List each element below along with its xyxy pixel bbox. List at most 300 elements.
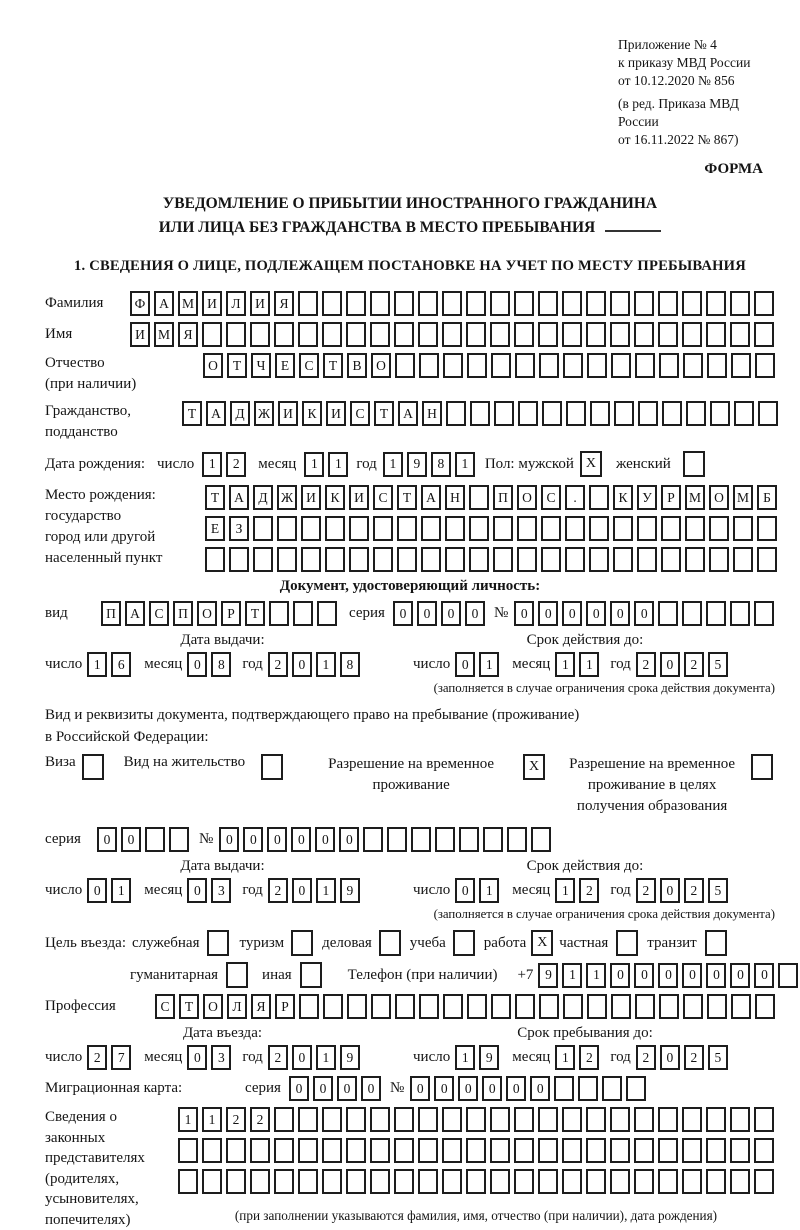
char-cell[interactable]: 0	[219, 827, 239, 852]
char-cell[interactable]	[661, 516, 681, 541]
char-cell[interactable]	[301, 547, 321, 572]
char-cell[interactable]: 0	[455, 652, 475, 677]
char-cell[interactable]	[539, 353, 559, 378]
char-cell[interactable]	[541, 516, 561, 541]
char-cell[interactable]	[346, 322, 366, 347]
char-cell[interactable]	[683, 994, 703, 1019]
char-cell[interactable]	[507, 827, 527, 852]
char-cell[interactable]	[250, 1138, 270, 1163]
char-cell[interactable]	[298, 1169, 318, 1194]
char-cell[interactable]: П	[101, 601, 121, 626]
char-cell[interactable]: 0	[634, 963, 654, 988]
char-cell[interactable]	[469, 485, 489, 510]
char-cell[interactable]: 1	[178, 1107, 198, 1132]
char-cell[interactable]	[661, 547, 681, 572]
char-cell[interactable]: И	[130, 322, 150, 347]
char-cell[interactable]	[349, 516, 369, 541]
visa-checkbox[interactable]	[82, 754, 104, 780]
char-cell[interactable]	[443, 994, 463, 1019]
char-cell[interactable]: 0	[465, 601, 485, 626]
char-cell[interactable]	[734, 401, 754, 426]
sex-female-checkbox[interactable]	[683, 451, 705, 477]
char-cell[interactable]	[493, 516, 513, 541]
char-cell[interactable]	[682, 1169, 702, 1194]
char-cell[interactable]: 9	[538, 963, 558, 988]
char-cell[interactable]	[514, 291, 534, 316]
char-cell[interactable]	[707, 353, 727, 378]
char-cell[interactable]	[178, 1138, 198, 1163]
char-cell[interactable]	[731, 353, 751, 378]
purpose-other-checkbox[interactable]	[300, 962, 322, 988]
char-cell[interactable]	[754, 322, 774, 347]
temp-residence-education-checkbox[interactable]	[751, 754, 773, 780]
char-cell[interactable]: 1	[316, 1045, 336, 1070]
char-cell[interactable]: 0	[417, 601, 437, 626]
char-cell[interactable]	[682, 291, 702, 316]
char-cell[interactable]	[250, 322, 270, 347]
char-cell[interactable]	[565, 516, 585, 541]
char-cell[interactable]	[515, 994, 535, 1019]
char-cell[interactable]	[466, 1138, 486, 1163]
char-cell[interactable]: 9	[407, 452, 427, 477]
char-cell[interactable]	[397, 516, 417, 541]
char-cell[interactable]	[349, 547, 369, 572]
char-cell[interactable]	[658, 1107, 678, 1132]
char-cell[interactable]	[685, 516, 705, 541]
char-cell[interactable]	[347, 994, 367, 1019]
char-cell[interactable]	[442, 1107, 462, 1132]
char-cell[interactable]: 1	[304, 452, 324, 477]
char-cell[interactable]	[418, 291, 438, 316]
char-cell[interactable]	[322, 322, 342, 347]
char-cell[interactable]: 0	[754, 963, 774, 988]
char-cell[interactable]	[562, 1138, 582, 1163]
char-cell[interactable]: О	[197, 601, 217, 626]
char-cell[interactable]: Р	[275, 994, 295, 1019]
char-cell[interactable]	[758, 401, 778, 426]
char-cell[interactable]	[226, 1169, 246, 1194]
char-cell[interactable]: 3	[211, 878, 231, 903]
char-cell[interactable]	[706, 322, 726, 347]
char-cell[interactable]: 0	[610, 601, 630, 626]
char-cell[interactable]	[421, 516, 441, 541]
char-cell[interactable]: К	[302, 401, 322, 426]
char-cell[interactable]	[658, 601, 678, 626]
char-cell[interactable]: Т	[245, 601, 265, 626]
char-cell[interactable]	[387, 827, 407, 852]
char-cell[interactable]	[298, 1107, 318, 1132]
char-cell[interactable]	[611, 353, 631, 378]
purpose-work-checkbox[interactable]: X	[531, 930, 553, 956]
char-cell[interactable]: 2	[87, 1045, 107, 1070]
char-cell[interactable]: 1	[562, 963, 582, 988]
char-cell[interactable]: Т	[323, 353, 343, 378]
char-cell[interactable]	[490, 1138, 510, 1163]
char-cell[interactable]	[466, 291, 486, 316]
char-cell[interactable]: 6	[111, 652, 131, 677]
char-cell[interactable]	[610, 1138, 630, 1163]
char-cell[interactable]: 0	[634, 601, 654, 626]
char-cell[interactable]	[658, 1138, 678, 1163]
char-cell[interactable]	[610, 291, 630, 316]
char-cell[interactable]: А	[398, 401, 418, 426]
char-cell[interactable]	[466, 1169, 486, 1194]
char-cell[interactable]: Т	[182, 401, 202, 426]
char-cell[interactable]	[538, 1138, 558, 1163]
char-cell[interactable]	[298, 1138, 318, 1163]
char-cell[interactable]	[610, 322, 630, 347]
char-cell[interactable]: О	[371, 353, 391, 378]
char-cell[interactable]	[518, 401, 538, 426]
char-cell[interactable]	[298, 291, 318, 316]
char-cell[interactable]	[442, 1169, 462, 1194]
char-cell[interactable]: Д	[253, 485, 273, 510]
char-cell[interactable]	[469, 516, 489, 541]
char-cell[interactable]: 2	[684, 652, 704, 677]
char-cell[interactable]: Н	[422, 401, 442, 426]
residence-permit-checkbox[interactable]	[261, 754, 283, 780]
char-cell[interactable]	[491, 353, 511, 378]
char-cell[interactable]	[370, 1138, 390, 1163]
char-cell[interactable]: С	[350, 401, 370, 426]
char-cell[interactable]: Т	[227, 353, 247, 378]
char-cell[interactable]	[730, 322, 750, 347]
char-cell[interactable]: 0	[289, 1076, 309, 1101]
char-cell[interactable]	[145, 827, 165, 852]
char-cell[interactable]: Т	[374, 401, 394, 426]
char-cell[interactable]	[442, 291, 462, 316]
char-cell[interactable]: 0	[538, 601, 558, 626]
char-cell[interactable]: 0	[187, 652, 207, 677]
char-cell[interactable]	[682, 1138, 702, 1163]
char-cell[interactable]	[418, 322, 438, 347]
char-cell[interactable]	[470, 401, 490, 426]
char-cell[interactable]	[587, 353, 607, 378]
char-cell[interactable]: Р	[661, 485, 681, 510]
char-cell[interactable]	[253, 516, 273, 541]
char-cell[interactable]	[490, 291, 510, 316]
char-cell[interactable]	[755, 994, 775, 1019]
char-cell[interactable]: Т	[397, 485, 417, 510]
char-cell[interactable]	[514, 1169, 534, 1194]
char-cell[interactable]	[226, 322, 246, 347]
char-cell[interactable]	[445, 516, 465, 541]
char-cell[interactable]: 0	[586, 601, 606, 626]
sex-male-checkbox[interactable]: X	[580, 451, 602, 477]
char-cell[interactable]: 1	[479, 878, 499, 903]
char-cell[interactable]: 1	[328, 452, 348, 477]
char-cell[interactable]: 0	[187, 1045, 207, 1070]
char-cell[interactable]	[274, 1138, 294, 1163]
char-cell[interactable]	[298, 322, 318, 347]
char-cell[interactable]	[578, 1076, 598, 1101]
char-cell[interactable]	[709, 516, 729, 541]
char-cell[interactable]	[626, 1076, 646, 1101]
char-cell[interactable]: Я	[178, 322, 198, 347]
char-cell[interactable]	[566, 401, 586, 426]
purpose-tourism-checkbox[interactable]	[291, 930, 313, 956]
char-cell[interactable]	[277, 547, 297, 572]
char-cell[interactable]	[178, 1169, 198, 1194]
char-cell[interactable]	[418, 1138, 438, 1163]
char-cell[interactable]	[706, 601, 726, 626]
char-cell[interactable]	[586, 291, 606, 316]
char-cell[interactable]: 2	[636, 1045, 656, 1070]
char-cell[interactable]: Т	[179, 994, 199, 1019]
char-cell[interactable]	[531, 827, 551, 852]
char-cell[interactable]: М	[685, 485, 705, 510]
char-cell[interactable]: 8	[211, 652, 231, 677]
char-cell[interactable]: 0	[292, 878, 312, 903]
char-cell[interactable]	[586, 1107, 606, 1132]
char-cell[interactable]: 0	[87, 878, 107, 903]
char-cell[interactable]: 0	[410, 1076, 430, 1101]
char-cell[interactable]: К	[325, 485, 345, 510]
char-cell[interactable]	[483, 827, 503, 852]
char-cell[interactable]: 0	[361, 1076, 381, 1101]
char-cell[interactable]	[411, 827, 431, 852]
char-cell[interactable]: 0	[434, 1076, 454, 1101]
char-cell[interactable]	[250, 1169, 270, 1194]
char-cell[interactable]	[662, 401, 682, 426]
char-cell[interactable]	[730, 601, 750, 626]
char-cell[interactable]	[418, 1107, 438, 1132]
char-cell[interactable]: 0	[482, 1076, 502, 1101]
char-cell[interactable]	[538, 1107, 558, 1132]
char-cell[interactable]	[637, 547, 657, 572]
char-cell[interactable]: 0	[514, 601, 534, 626]
char-cell[interactable]	[202, 1169, 222, 1194]
char-cell[interactable]	[370, 1169, 390, 1194]
char-cell[interactable]: 0	[706, 963, 726, 988]
char-cell[interactable]	[541, 547, 561, 572]
char-cell[interactable]	[466, 322, 486, 347]
char-cell[interactable]: 3	[211, 1045, 231, 1070]
char-cell[interactable]: 2	[268, 878, 288, 903]
char-cell[interactable]: С	[541, 485, 561, 510]
char-cell[interactable]: Я	[251, 994, 271, 1019]
char-cell[interactable]	[394, 1138, 414, 1163]
char-cell[interactable]: 1	[455, 452, 475, 477]
char-cell[interactable]	[514, 1138, 534, 1163]
char-cell[interactable]	[467, 994, 487, 1019]
purpose-business-checkbox[interactable]	[207, 930, 229, 956]
char-cell[interactable]: К	[613, 485, 633, 510]
char-cell[interactable]: 0	[121, 827, 141, 852]
char-cell[interactable]	[370, 322, 390, 347]
char-cell[interactable]: 0	[393, 601, 413, 626]
char-cell[interactable]	[754, 1169, 774, 1194]
char-cell[interactable]	[517, 547, 537, 572]
char-cell[interactable]: 1	[383, 452, 403, 477]
char-cell[interactable]	[554, 1076, 574, 1101]
char-cell[interactable]	[317, 601, 337, 626]
char-cell[interactable]	[394, 1107, 414, 1132]
char-cell[interactable]: 5	[708, 878, 728, 903]
char-cell[interactable]	[443, 353, 463, 378]
char-cell[interactable]: 0	[660, 878, 680, 903]
char-cell[interactable]	[418, 1169, 438, 1194]
char-cell[interactable]	[730, 1107, 750, 1132]
char-cell[interactable]: С	[149, 601, 169, 626]
char-cell[interactable]	[274, 322, 294, 347]
char-cell[interactable]: 0	[339, 827, 359, 852]
char-cell[interactable]	[658, 322, 678, 347]
char-cell[interactable]	[634, 1138, 654, 1163]
char-cell[interactable]	[322, 1169, 342, 1194]
char-cell[interactable]	[610, 1169, 630, 1194]
char-cell[interactable]: 2	[250, 1107, 270, 1132]
char-cell[interactable]	[613, 516, 633, 541]
char-cell[interactable]: 1	[479, 652, 499, 677]
char-cell[interactable]: Л	[227, 994, 247, 1019]
char-cell[interactable]: Ж	[277, 485, 297, 510]
char-cell[interactable]	[658, 291, 678, 316]
char-cell[interactable]	[634, 322, 654, 347]
char-cell[interactable]: Н	[445, 485, 465, 510]
char-cell[interactable]: Ф	[130, 291, 150, 316]
char-cell[interactable]	[634, 291, 654, 316]
char-cell[interactable]	[363, 827, 383, 852]
char-cell[interactable]	[205, 547, 225, 572]
char-cell[interactable]: О	[709, 485, 729, 510]
char-cell[interactable]: 2	[684, 878, 704, 903]
char-cell[interactable]: 0	[506, 1076, 526, 1101]
char-cell[interactable]	[706, 1107, 726, 1132]
char-cell[interactable]	[445, 547, 465, 572]
char-cell[interactable]	[293, 601, 313, 626]
char-cell[interactable]: 0	[562, 601, 582, 626]
char-cell[interactable]: 1	[555, 652, 575, 677]
char-cell[interactable]: А	[125, 601, 145, 626]
char-cell[interactable]	[299, 994, 319, 1019]
char-cell[interactable]: 0	[292, 652, 312, 677]
char-cell[interactable]	[709, 547, 729, 572]
char-cell[interactable]	[169, 827, 189, 852]
char-cell[interactable]	[731, 994, 751, 1019]
char-cell[interactable]	[373, 516, 393, 541]
char-cell[interactable]: 0	[97, 827, 117, 852]
char-cell[interactable]	[730, 291, 750, 316]
char-cell[interactable]: Е	[205, 516, 225, 541]
char-cell[interactable]	[635, 994, 655, 1019]
char-cell[interactable]: И	[349, 485, 369, 510]
char-cell[interactable]	[637, 516, 657, 541]
char-cell[interactable]: О	[203, 994, 223, 1019]
char-cell[interactable]	[590, 401, 610, 426]
char-cell[interactable]	[754, 1138, 774, 1163]
char-cell[interactable]	[659, 994, 679, 1019]
char-cell[interactable]: М	[178, 291, 198, 316]
char-cell[interactable]: 7	[111, 1045, 131, 1070]
char-cell[interactable]	[542, 401, 562, 426]
char-cell[interactable]	[229, 547, 249, 572]
char-cell[interactable]	[490, 1169, 510, 1194]
char-cell[interactable]	[419, 994, 439, 1019]
char-cell[interactable]	[757, 547, 777, 572]
char-cell[interactable]	[634, 1107, 654, 1132]
purpose-study-checkbox[interactable]	[453, 930, 475, 956]
char-cell[interactable]: 0	[730, 963, 750, 988]
char-cell[interactable]	[538, 1169, 558, 1194]
char-cell[interactable]	[322, 1107, 342, 1132]
char-cell[interactable]: Л	[226, 291, 246, 316]
char-cell[interactable]	[325, 516, 345, 541]
char-cell[interactable]	[394, 291, 414, 316]
char-cell[interactable]: Б	[757, 485, 777, 510]
char-cell[interactable]: 1	[111, 878, 131, 903]
char-cell[interactable]	[563, 994, 583, 1019]
char-cell[interactable]	[442, 1138, 462, 1163]
char-cell[interactable]: П	[493, 485, 513, 510]
char-cell[interactable]	[446, 401, 466, 426]
purpose-commercial-checkbox[interactable]	[379, 930, 401, 956]
char-cell[interactable]: 2	[579, 1045, 599, 1070]
char-cell[interactable]: 0	[455, 878, 475, 903]
char-cell[interactable]	[707, 994, 727, 1019]
char-cell[interactable]	[419, 353, 439, 378]
char-cell[interactable]	[494, 401, 514, 426]
char-cell[interactable]	[371, 994, 391, 1019]
purpose-transit-checkbox[interactable]	[705, 930, 727, 956]
char-cell[interactable]	[421, 547, 441, 572]
char-cell[interactable]: В	[347, 353, 367, 378]
char-cell[interactable]	[459, 827, 479, 852]
char-cell[interactable]	[754, 601, 774, 626]
char-cell[interactable]	[683, 353, 703, 378]
char-cell[interactable]: 0	[682, 963, 702, 988]
char-cell[interactable]: О	[517, 485, 537, 510]
char-cell[interactable]: И	[326, 401, 346, 426]
char-cell[interactable]	[730, 1138, 750, 1163]
char-cell[interactable]	[490, 322, 510, 347]
char-cell[interactable]	[394, 1169, 414, 1194]
char-cell[interactable]: 0	[441, 601, 461, 626]
char-cell[interactable]: 2	[226, 1107, 246, 1132]
char-cell[interactable]	[755, 353, 775, 378]
char-cell[interactable]	[562, 291, 582, 316]
char-cell[interactable]	[493, 547, 513, 572]
char-cell[interactable]	[538, 322, 558, 347]
char-cell[interactable]: Я	[274, 291, 294, 316]
char-cell[interactable]	[638, 401, 658, 426]
char-cell[interactable]	[466, 1107, 486, 1132]
char-cell[interactable]	[253, 547, 273, 572]
char-cell[interactable]: 0	[660, 652, 680, 677]
char-cell[interactable]: 2	[226, 452, 246, 477]
purpose-private-checkbox[interactable]	[616, 930, 638, 956]
char-cell[interactable]: 0	[337, 1076, 357, 1101]
char-cell[interactable]: З	[229, 516, 249, 541]
char-cell[interactable]	[563, 353, 583, 378]
char-cell[interactable]: 2	[268, 652, 288, 677]
char-cell[interactable]	[587, 994, 607, 1019]
char-cell[interactable]: 0	[660, 1045, 680, 1070]
char-cell[interactable]	[611, 994, 631, 1019]
char-cell[interactable]: П	[173, 601, 193, 626]
char-cell[interactable]	[469, 547, 489, 572]
char-cell[interactable]	[586, 322, 606, 347]
char-cell[interactable]: И	[278, 401, 298, 426]
char-cell[interactable]: И	[301, 485, 321, 510]
char-cell[interactable]: 1	[555, 878, 575, 903]
char-cell[interactable]	[706, 1138, 726, 1163]
char-cell[interactable]	[322, 1138, 342, 1163]
char-cell[interactable]	[346, 1138, 366, 1163]
char-cell[interactable]	[301, 516, 321, 541]
char-cell[interactable]: А	[229, 485, 249, 510]
char-cell[interactable]	[202, 322, 222, 347]
